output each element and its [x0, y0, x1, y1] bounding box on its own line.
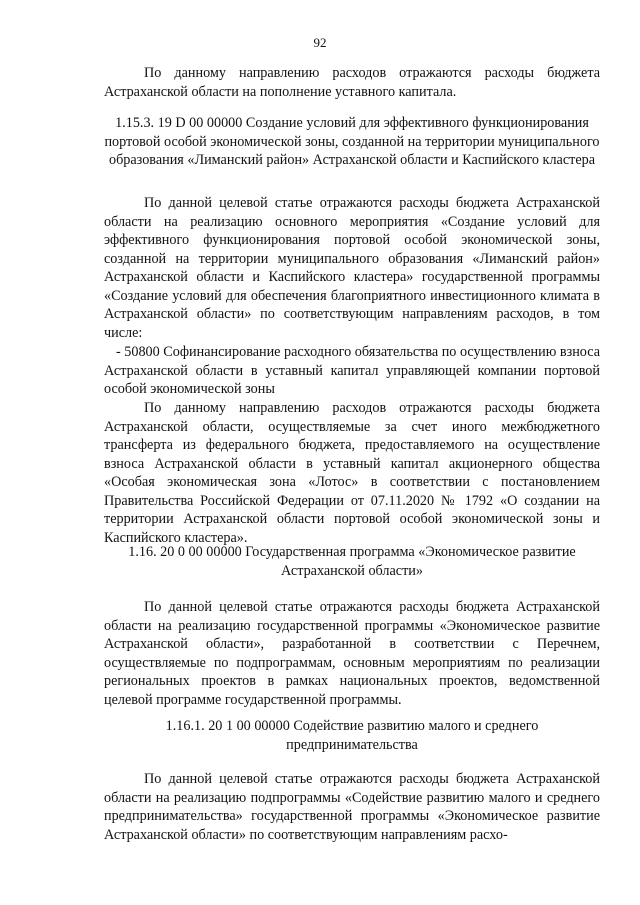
section-heading-1-15-3: 1.15.3. 19 D 00 00000 Создание условий для эффективного функционирования портовой особой экономической зоны, созданной на территории муниципального образования «Лиманский район» Астраханской области и Каспийского кластера: [104, 115, 600, 168]
list-item-50800: - 50800 Софинансирование расходного обязательства по осуществлению взноса Астраханской области в уставный капитал управляющей компании портовой особой экономической зоны: [104, 344, 600, 397]
paragraph-target-article-1-16: По данной целевой статье отражаются расходы бюджета Астраханской области на реализацию государственной программы «Экономическое развитие Астраханской области», разработанной в соответствии с Перечнем, осуществляемые по подпрограммам, основным мероприятиям по реализации региональных проектов в рамках национальных проектов, ведомственной целевой программе государственной программы.: [104, 599, 600, 708]
section-heading-1-16: 1.16. 20 0 00 00000 Государственная программа «Экономическое развитие Астраханской области»: [128, 544, 576, 579]
paragraph-target-article-1-15-3: По данной целевой статье отражаются расходы бюджета Астраханской области на реализацию основного мероприятия «Создание условий для эффективного функционирования портовой особой экономической зоны, созданной на территории муниципального образования «Лиманский район» Астраханской области и Каспийского кластера» государственной программы «Создание условий для обеспечения благоприятного инвестиционного климата в Астраханской области» по соответствующим направлениям расходов, в том числе:: [104, 195, 600, 341]
section-heading-1-16-1: 1.16.1. 20 1 00 00000 Содействие развитию малого и среднего предпринимательства: [165, 718, 539, 753]
paragraph-target-article-1-16-1: По данной целевой статье отражаются расходы бюджета Астраханской области на реализацию подпрограммы «Содействие развитию малого и среднего предпринимательства» государственной программы «Экономическое развитие Астраханской области» по соответствующим направлениям расхо-: [104, 771, 600, 843]
paragraph-capital-replenishment: По данному направлению расходов отражаются расходы бюджета Астраханской области на пополнение уставного капитала.: [104, 65, 600, 100]
page-number: 92: [313, 35, 327, 50]
paragraph-federal-transfer: По данному направлению расходов отражаются расходы бюджета Астраханской области, осуществляемые за счет иного межбюджетного трансферта из федерального бюджета, предоставляемого на осуществление взноса Астраханской области в уставный капитал акционерного общества «Особая экономическая зона «Лотос» в соответствии с постановлением Правительства Российской Федерации от 07.11.2020 № 1792 «О создании на территории Астраханской области портовой особой экономической зоны и Каспийского кластера».: [104, 400, 600, 546]
